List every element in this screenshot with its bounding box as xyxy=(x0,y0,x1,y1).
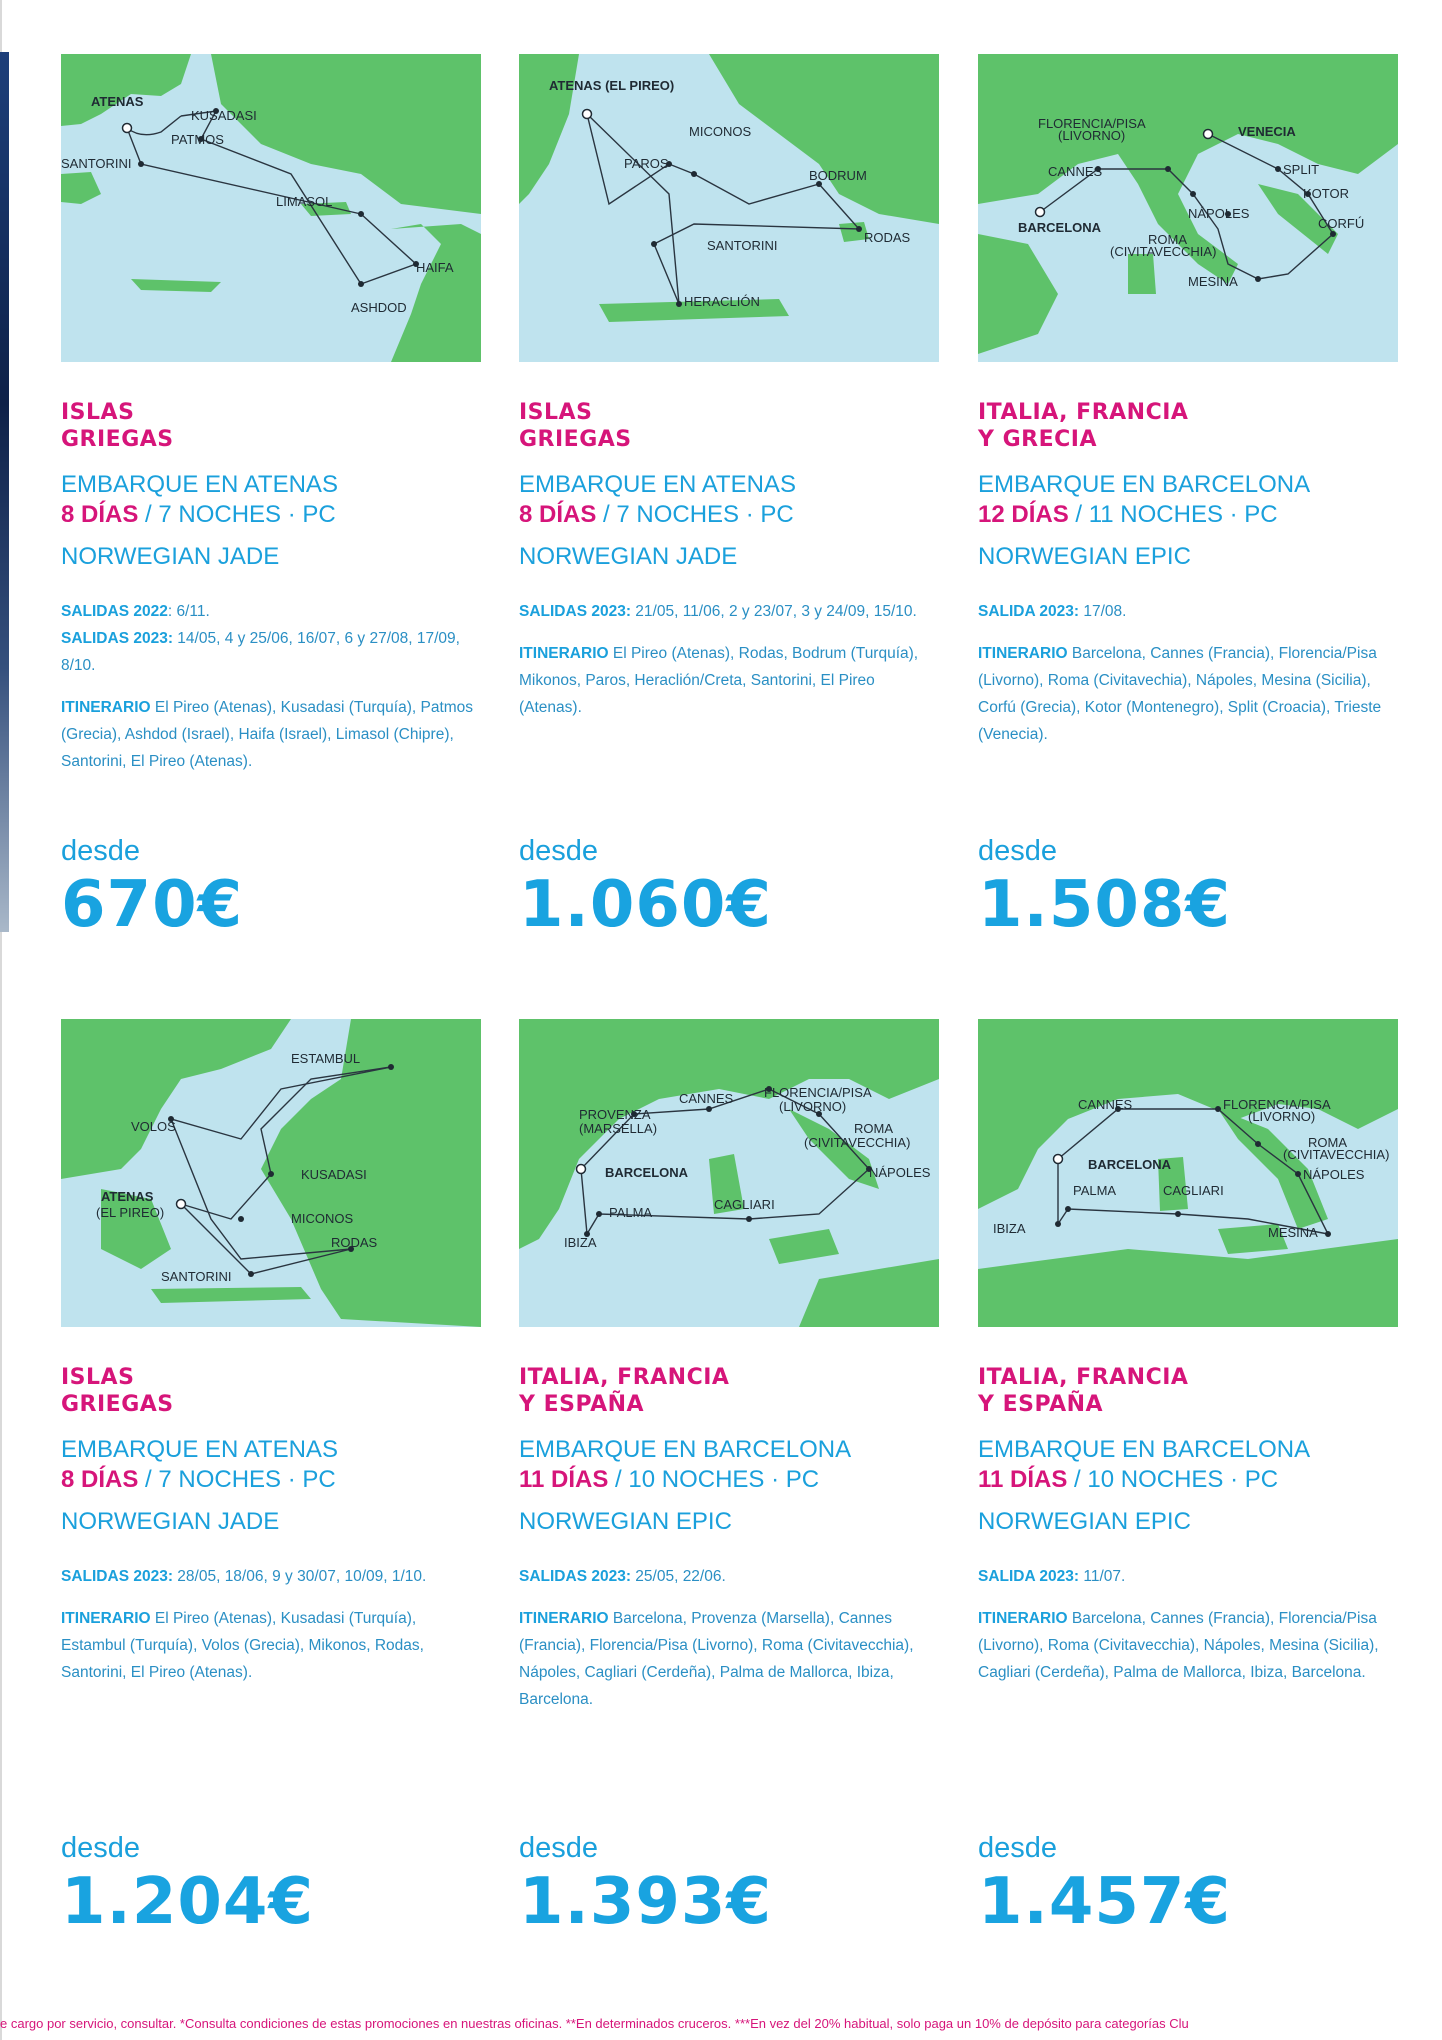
map-port-label: CAGLIARI xyxy=(714,1197,775,1212)
duration: 8 DÍAS / 7 NOCHES · PC xyxy=(61,1466,336,1493)
map-port-label: KUSADASI xyxy=(301,1167,367,1182)
cruise-info: SALIDA 2023: 17/08. ITINERARIO Barcelona, Cannes (Francia), Florencia/Pisa (Livorno), Roma (Civitavechia), Nápoles, Mesina (Sicilia), Corfú (Grecia), Kotor (Montenegro), Split (Croacia), Trieste (Venecia). xyxy=(978,603,1382,743)
embark-port: EMBARQUE EN ATENAS xyxy=(61,1436,338,1463)
map-port-label: ESTAMBUL xyxy=(291,1051,361,1066)
map-port-label: HAIFA xyxy=(416,260,454,275)
map-port-label: BARCELONA xyxy=(605,1165,689,1180)
route-map xyxy=(61,54,481,362)
price-prefix: desde xyxy=(519,1832,599,1864)
price-prefix: desde xyxy=(978,1832,1058,1864)
map-port-label: PAROS xyxy=(624,156,669,171)
map-port-label: MESINA xyxy=(1188,274,1238,289)
map-port-label: SANTORINI xyxy=(161,1269,232,1284)
price: 1.393€ xyxy=(519,1865,772,1939)
cruise-title: ITALIA, FRANCIA Y GRECIA xyxy=(978,400,1189,452)
map-port-label: (LIVORNO) xyxy=(1248,1109,1316,1124)
embark-port: EMBARQUE EN BARCELONA xyxy=(978,471,1311,498)
cruise-info: SALIDAS 2022: 6/11. SALIDAS 2023: 14/05, 4 y 25/06, 16/07, 6 y 27/08, 17/09, 8/10. ITINERARIO El Pireo (Atenas), Kusadasi (Turquía), Patmos (Grecia), Ashdod (Israel), Haifa (Israel), Limasol (Chipre), Santorini, El Pireo (Atenas). xyxy=(61,603,474,770)
cruise-info: SALIDA 2023: 11/07. ITINERARIO Barcelona, Cannes (Francia), Florencia/Pisa (Livorno), Roma (Civitavecchia), Nápoles, Mesina (Sicilia), Cagliari (Cerdeña), Palma de Mallorca, Ibiza, Barcelona. xyxy=(978,1568,1379,1681)
map-port-label: (CIVITAVECCHIA) xyxy=(1110,244,1217,259)
cruise-title: ISLAS GRIEGAS xyxy=(61,1365,174,1417)
cruise-title: ITALIA, FRANCIA Y ESPAÑA xyxy=(519,1365,730,1417)
map-port-label: NÁPOLES xyxy=(869,1165,931,1180)
map-port-label: KUSADASI xyxy=(191,108,257,123)
ship-name: NORWEGIAN JADE xyxy=(61,1508,280,1535)
map-port-label: ATENAS xyxy=(101,1189,154,1204)
ship-name: NORWEGIAN JADE xyxy=(519,543,738,570)
map-port-label: BARCELONA xyxy=(1018,220,1102,235)
map-port-label: ROMA xyxy=(854,1121,893,1136)
cruise-info: SALIDAS 2023: 21/05, 11/06, 2 y 23/07, 3 y 24/09, 15/10. ITINERARIO El Pireo (Atenas), Rodas, Bodrum (Turquía), Mikonos, Paros, Heraclión/Creta, Santorini, El Pireo (Atenas). xyxy=(519,603,919,716)
map-port-label: FLORENCIA/PISA xyxy=(1223,1097,1331,1112)
price: 1.204€ xyxy=(61,1865,314,1939)
ship-name: NORWEGIAN EPIC xyxy=(978,543,1191,570)
footnote: e cargo por servicio, consultar. *Consulta condiciones de estas promociones en nuestras oficinas. **En determinados cruceros. ***En vez del 20% habitual, solo paga un 10% de depósito para categorías Clu xyxy=(0,2016,1189,2031)
route-map xyxy=(519,54,939,362)
map-port-label: IBIZA xyxy=(993,1221,1026,1236)
map-port-label: PATMOS xyxy=(171,132,224,147)
map-port-label: ROMA xyxy=(1308,1135,1347,1150)
duration: 8 DÍAS / 7 NOCHES · PC xyxy=(519,501,794,528)
map-port-label: (LIVORNO) xyxy=(1058,128,1126,143)
map-port-label: SPLIT xyxy=(1283,162,1320,177)
map-port-label: ASHDOD xyxy=(351,300,407,315)
price-prefix: desde xyxy=(61,1832,141,1864)
map-port-label: (EL PIREO) xyxy=(96,1205,165,1220)
map-port-label: VOLOS xyxy=(131,1119,176,1134)
ship-name: NORWEGIAN EPIC xyxy=(519,1508,732,1535)
cruise-info: SALIDAS 2023: 25/05, 22/06. ITINERARIO Barcelona, Provenza (Marsella), Cannes (Francia), Florencia/Pisa (Livorno), Roma (Civitavecchia), Nápoles, Cagliari (Cerdeña), Palma de Mallorca, Ibiza, Barcelona. xyxy=(519,1568,914,1708)
map-port-label: ATENAS (EL PIREO) xyxy=(549,78,675,93)
map-port-label: (CIVITAVECCHIA) xyxy=(1283,1147,1390,1162)
price: 670€ xyxy=(61,868,244,942)
duration: 11 DÍAS / 10 NOCHES · PC xyxy=(978,1466,1279,1493)
map-port-label: CANNES xyxy=(679,1091,734,1106)
map-port-label: PROVENZA xyxy=(579,1107,651,1122)
map-port-label: MICONOS xyxy=(291,1211,354,1226)
map-port-label: CANNES xyxy=(1048,164,1103,179)
map-port-label: ROMA xyxy=(1148,232,1187,247)
cruise-info: SALIDAS 2023: 28/05, 18/06, 9 y 30/07, 10/09, 1/10. ITINERARIO El Pireo (Atenas), Kusadasi (Turquía), Estambul (Turquía), Volos (Grecia), Mikonos, Rodas, Santorini, El Pireo (Atenas). xyxy=(61,1568,427,1681)
duration: 8 DÍAS / 7 NOCHES · PC xyxy=(61,501,336,528)
price-prefix: desde xyxy=(978,835,1058,867)
route-map xyxy=(61,1019,481,1327)
price-prefix: desde xyxy=(61,835,141,867)
embark-port: EMBARQUE EN ATENAS xyxy=(519,471,796,498)
map-port-label: RODAS xyxy=(864,230,911,245)
map-port-label: NÁPOLES xyxy=(1188,206,1250,221)
map-port-label: (CIVITAVECCHIA) xyxy=(804,1135,911,1150)
map-port-label: NÁPOLES xyxy=(1303,1167,1365,1182)
map-port-label: PALMA xyxy=(1073,1183,1117,1198)
route-map xyxy=(519,1019,939,1327)
map-port-label: IBIZA xyxy=(564,1235,597,1250)
map-port-label: MESINA xyxy=(1268,1225,1318,1240)
map-port-label: FLORENCIA/PISA xyxy=(764,1085,872,1100)
previous-page-edge-image xyxy=(0,52,9,932)
map-port-label: (MARSELLA) xyxy=(579,1121,658,1136)
map-port-label: SANTORINI xyxy=(707,238,778,253)
cruise-title: ITALIA, FRANCIA Y ESPAÑA xyxy=(978,1365,1189,1417)
route-map xyxy=(978,1019,1398,1327)
map-port-label: RODAS xyxy=(331,1235,378,1250)
route-map xyxy=(978,54,1398,362)
map-port-label: LIMASOL xyxy=(276,194,333,209)
duration: 12 DÍAS / 11 NOCHES · PC xyxy=(978,501,1278,528)
ship-name: NORWEGIAN EPIC xyxy=(978,1508,1191,1535)
map-port-label: BODRUM xyxy=(809,168,867,183)
embark-port: EMBARQUE EN BARCELONA xyxy=(978,1436,1311,1463)
embark-port: EMBARQUE EN BARCELONA xyxy=(519,1436,852,1463)
price: 1.060€ xyxy=(519,868,772,942)
map-port-label: KOTOR xyxy=(1303,186,1349,201)
map-port-label: MICONOS xyxy=(689,124,752,139)
map-port-label: CORFÚ xyxy=(1318,216,1365,231)
map-port-label: PALMA xyxy=(609,1205,653,1220)
map-port-label: FLORENCIA/PISA xyxy=(1038,116,1146,131)
price: 1.457€ xyxy=(978,1865,1231,1939)
price-prefix: desde xyxy=(519,835,599,867)
cruise-title: ISLAS GRIEGAS xyxy=(519,400,632,452)
price: 1.508€ xyxy=(978,868,1231,942)
ship-name: NORWEGIAN JADE xyxy=(61,543,280,570)
map-port-label: (LIVORNO) xyxy=(779,1099,847,1114)
map-port-label: VENECIA xyxy=(1238,124,1296,139)
cruise-title: ISLAS GRIEGAS xyxy=(61,400,174,452)
map-port-label: SANTORINI xyxy=(61,156,132,171)
map-port-label: BARCELONA xyxy=(1088,1157,1172,1172)
map-port-label: CANNES xyxy=(1078,1097,1133,1112)
map-port-label: ATENAS xyxy=(91,94,144,109)
embark-port: EMBARQUE EN ATENAS xyxy=(61,471,338,498)
map-port-label: HERACLIÓN xyxy=(684,294,760,309)
map-port-label: CAGLIARI xyxy=(1163,1183,1224,1198)
duration: 11 DÍAS / 10 NOCHES · PC xyxy=(519,1466,820,1493)
